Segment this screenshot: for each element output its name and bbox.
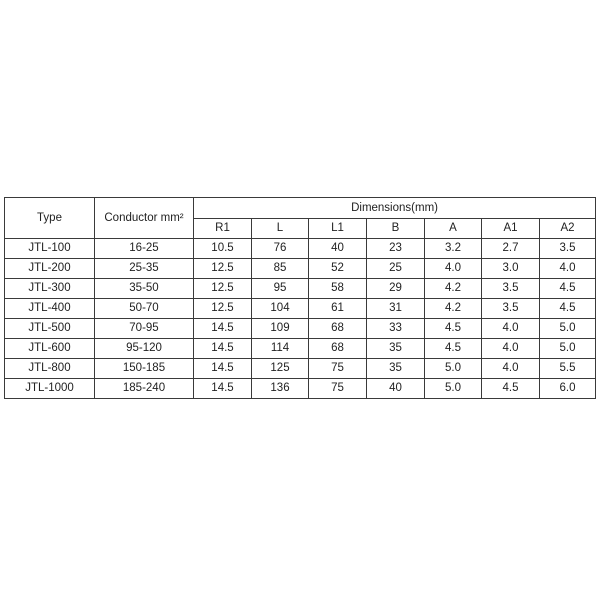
a2-cell: 4.0 bbox=[540, 259, 596, 279]
l-cell: 114 bbox=[252, 339, 309, 359]
b-cell: 23 bbox=[367, 239, 425, 259]
type-cell: JTL-200 bbox=[5, 259, 95, 279]
conductor-cell: 150-185 bbox=[95, 359, 194, 379]
l-cell: 109 bbox=[252, 319, 309, 339]
l1-cell: 68 bbox=[309, 339, 367, 359]
table-row bbox=[5, 359, 596, 379]
l-cell: 85 bbox=[252, 259, 309, 279]
conductor-column-header: Conductor mm² bbox=[95, 198, 194, 239]
l-cell: 136 bbox=[252, 379, 309, 399]
a1-cell: 4.0 bbox=[482, 359, 540, 379]
a2-cell: 3.5 bbox=[540, 239, 596, 259]
l1-cell: 40 bbox=[309, 239, 367, 259]
b-cell: 35 bbox=[367, 339, 425, 359]
l1-cell: 68 bbox=[309, 319, 367, 339]
dimensions-spec-table bbox=[4, 197, 596, 399]
r1-cell: 14.5 bbox=[194, 319, 252, 339]
conductor-cell: 50-70 bbox=[95, 299, 194, 319]
l1-cell: 75 bbox=[309, 379, 367, 399]
table-row bbox=[5, 379, 596, 399]
a1-cell: 3.5 bbox=[482, 279, 540, 299]
a-cell: 3.2 bbox=[425, 239, 482, 259]
a-cell: 5.0 bbox=[425, 379, 482, 399]
r1-cell: 12.5 bbox=[194, 279, 252, 299]
a1-column-header: A1 bbox=[482, 219, 540, 239]
type-cell: JTL-300 bbox=[5, 279, 95, 299]
l1-cell: 52 bbox=[309, 259, 367, 279]
type-cell: JTL-500 bbox=[5, 319, 95, 339]
a2-cell: 5.5 bbox=[540, 359, 596, 379]
table-row bbox=[5, 319, 596, 339]
l1-cell: 61 bbox=[309, 299, 367, 319]
table-row bbox=[5, 239, 596, 259]
l1-cell: 75 bbox=[309, 359, 367, 379]
table-row bbox=[5, 299, 596, 319]
table-body bbox=[5, 239, 596, 399]
conductor-cell: 25-35 bbox=[95, 259, 194, 279]
l1-column-header: L1 bbox=[309, 219, 367, 239]
a1-cell: 4.5 bbox=[482, 379, 540, 399]
conductor-cell: 185-240 bbox=[95, 379, 194, 399]
b-cell: 33 bbox=[367, 319, 425, 339]
a2-cell: 5.0 bbox=[540, 319, 596, 339]
l-column-header: L bbox=[252, 219, 309, 239]
type-cell: JTL-800 bbox=[5, 359, 95, 379]
a1-cell: 3.5 bbox=[482, 299, 540, 319]
a-cell: 4.0 bbox=[425, 259, 482, 279]
table-row bbox=[5, 339, 596, 359]
r1-column-header: R1 bbox=[194, 219, 252, 239]
r1-cell: 12.5 bbox=[194, 259, 252, 279]
type-cell: JTL-600 bbox=[5, 339, 95, 359]
b-cell: 25 bbox=[367, 259, 425, 279]
a2-cell: 4.5 bbox=[540, 299, 596, 319]
table-row bbox=[5, 259, 596, 279]
l1-cell: 58 bbox=[309, 279, 367, 299]
header-row-top bbox=[5, 198, 596, 219]
table-row bbox=[5, 279, 596, 299]
type-cell: JTL-100 bbox=[5, 239, 95, 259]
a2-cell: 6.0 bbox=[540, 379, 596, 399]
b-column-header: B bbox=[367, 219, 425, 239]
r1-cell: 14.5 bbox=[194, 379, 252, 399]
type-cell: JTL-400 bbox=[5, 299, 95, 319]
a2-cell: 4.5 bbox=[540, 279, 596, 299]
r1-cell: 10.5 bbox=[194, 239, 252, 259]
a-column-header: A bbox=[425, 219, 482, 239]
r1-cell: 14.5 bbox=[194, 359, 252, 379]
conductor-cell: 70-95 bbox=[95, 319, 194, 339]
a1-cell: 2.7 bbox=[482, 239, 540, 259]
a-cell: 4.2 bbox=[425, 299, 482, 319]
type-column-header: Type bbox=[5, 198, 95, 239]
conductor-cell: 95-120 bbox=[95, 339, 194, 359]
a-cell: 4.5 bbox=[425, 339, 482, 359]
b-cell: 40 bbox=[367, 379, 425, 399]
a1-cell: 3.0 bbox=[482, 259, 540, 279]
a2-cell: 5.0 bbox=[540, 339, 596, 359]
b-cell: 29 bbox=[367, 279, 425, 299]
l-cell: 95 bbox=[252, 279, 309, 299]
dimensions-group-header: Dimensions(mm) bbox=[194, 198, 596, 219]
conductor-cell: 35-50 bbox=[95, 279, 194, 299]
type-cell: JTL-1000 bbox=[5, 379, 95, 399]
a2-column-header: A2 bbox=[540, 219, 596, 239]
a1-cell: 4.0 bbox=[482, 339, 540, 359]
r1-cell: 14.5 bbox=[194, 339, 252, 359]
b-cell: 35 bbox=[367, 359, 425, 379]
a-cell: 4.2 bbox=[425, 279, 482, 299]
a1-cell: 4.0 bbox=[482, 319, 540, 339]
b-cell: 31 bbox=[367, 299, 425, 319]
l-cell: 76 bbox=[252, 239, 309, 259]
l-cell: 125 bbox=[252, 359, 309, 379]
r1-cell: 12.5 bbox=[194, 299, 252, 319]
a-cell: 5.0 bbox=[425, 359, 482, 379]
conductor-cell: 16-25 bbox=[95, 239, 194, 259]
l-cell: 104 bbox=[252, 299, 309, 319]
a-cell: 4.5 bbox=[425, 319, 482, 339]
